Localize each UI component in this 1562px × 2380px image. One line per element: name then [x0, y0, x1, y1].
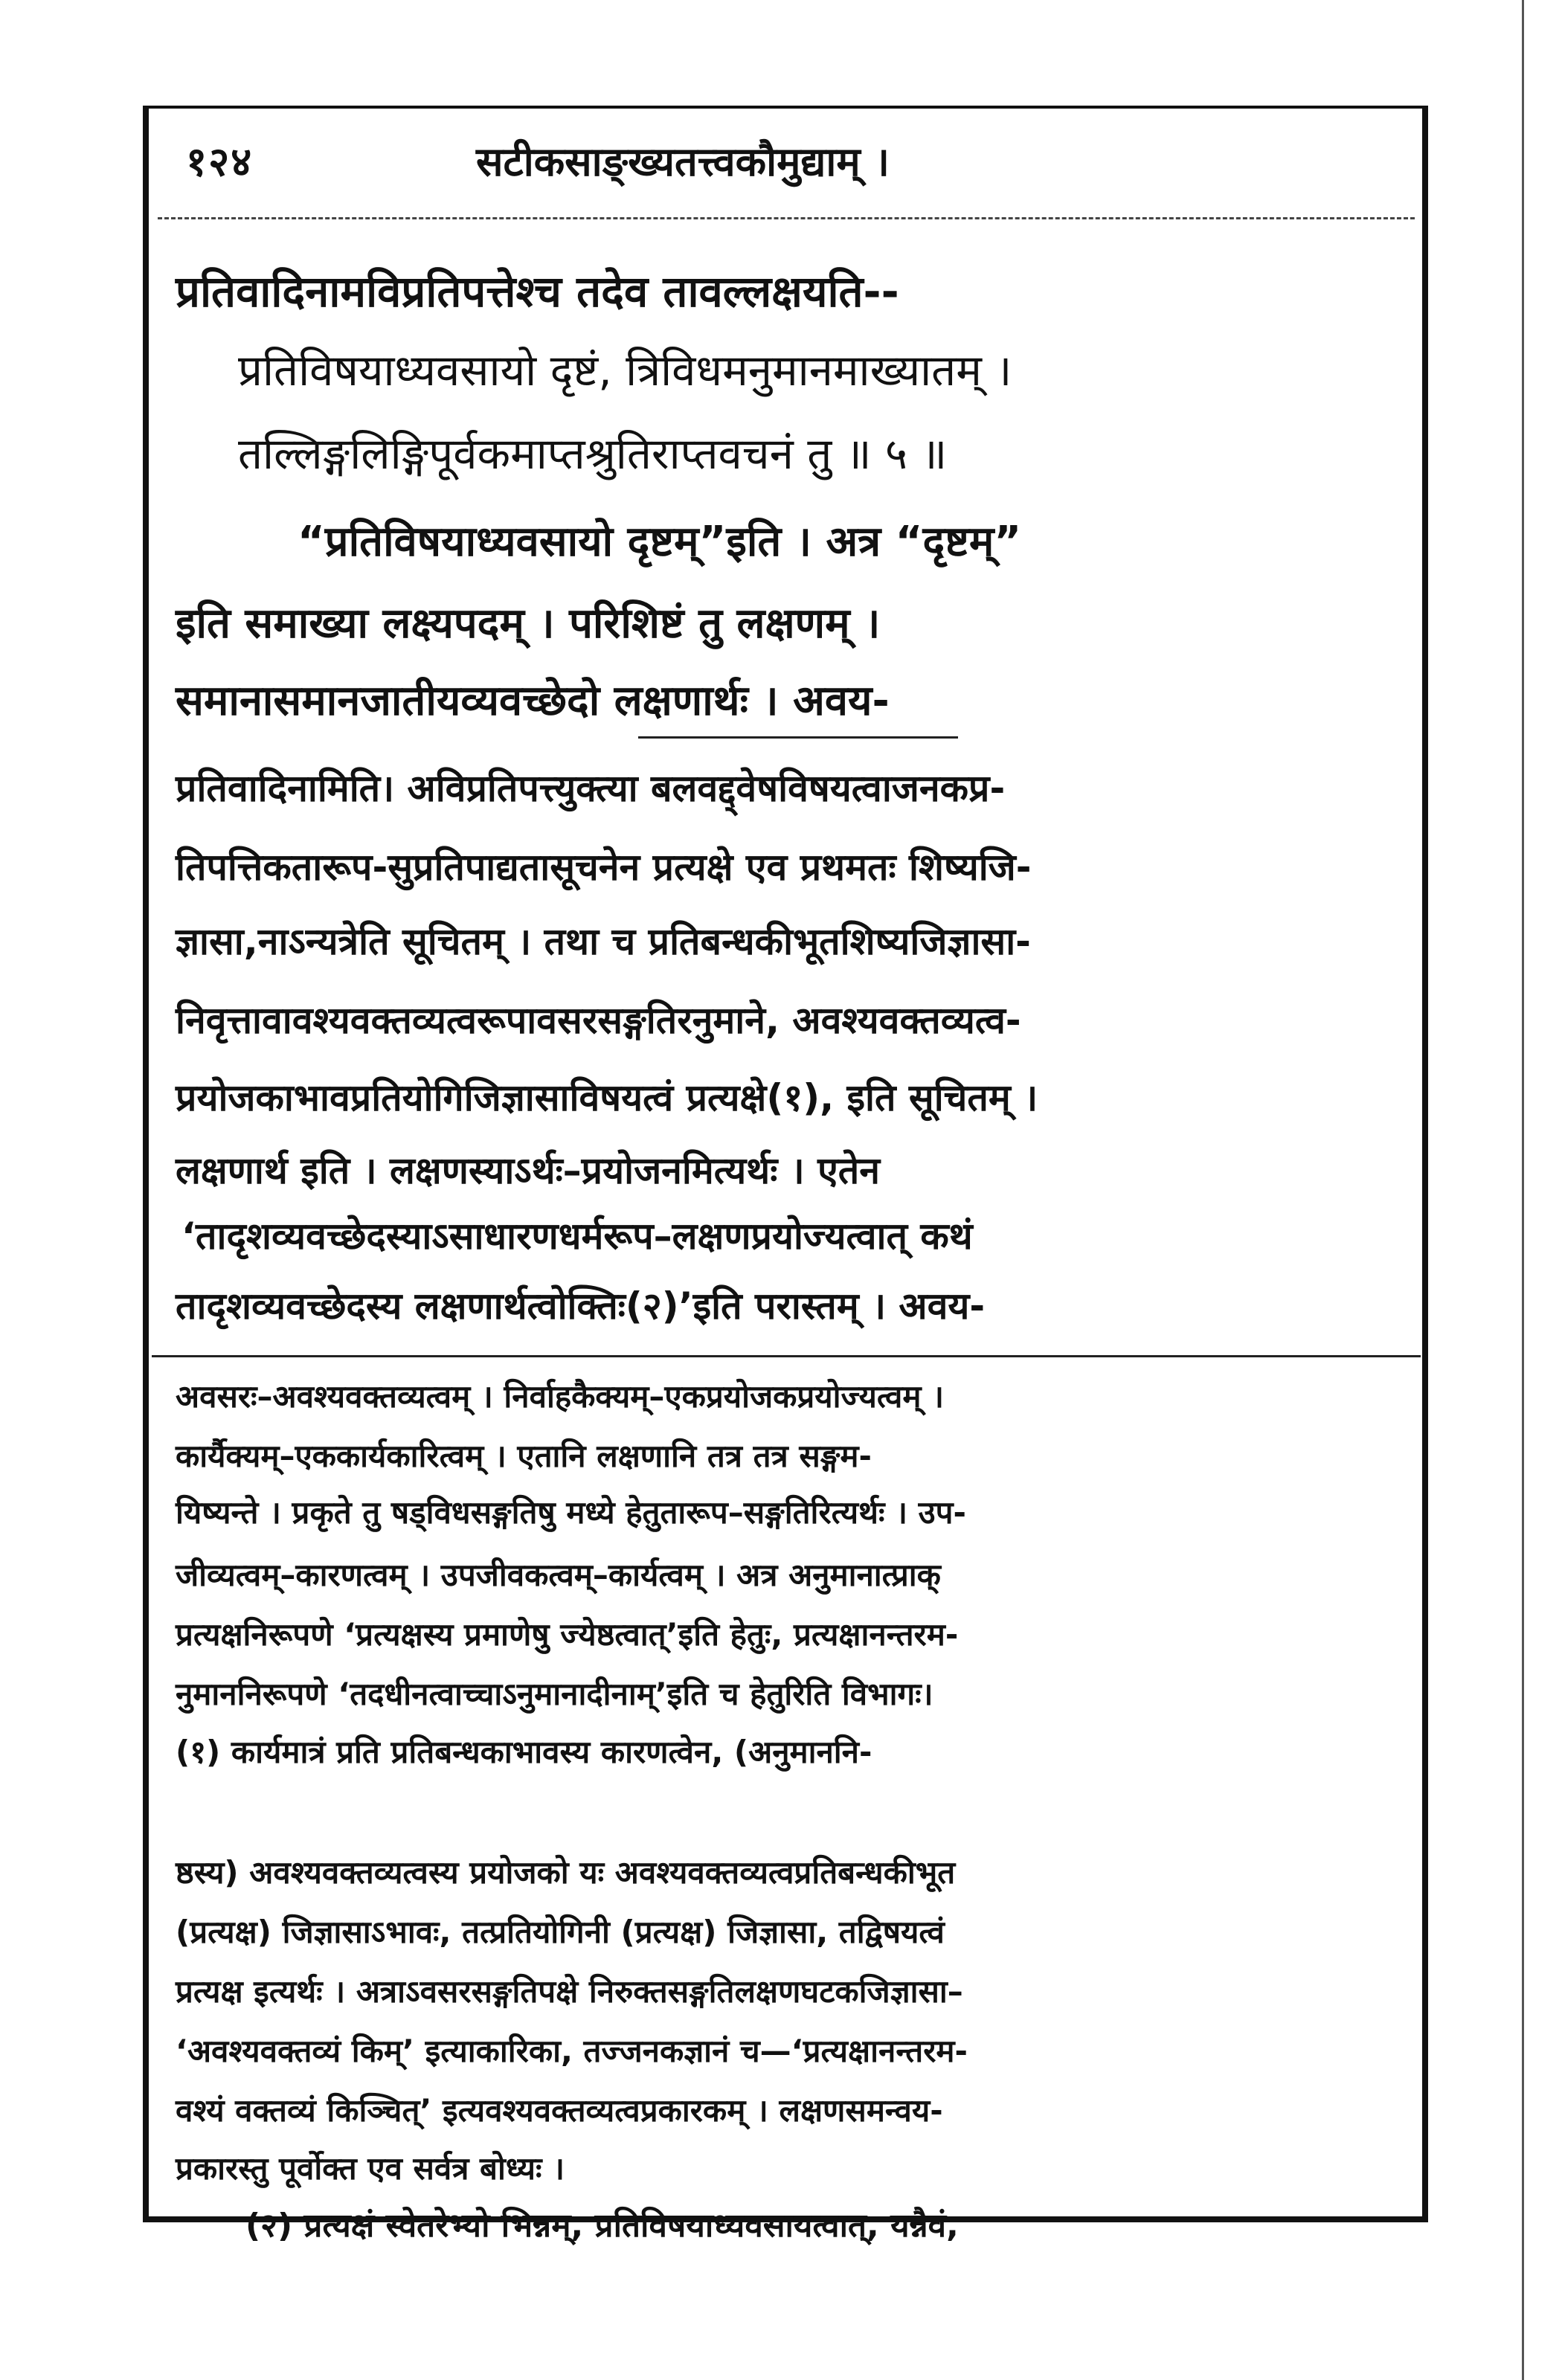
- karika-line-2: तल्लिङ्गलिङ्गिपूर्वकमाप्तश्रुतिराप्तवचनं तु ॥ ५ ॥: [238, 428, 948, 479]
- commentary-line-4: निवृत्तावावश्यवक्तव्यत्वरूपावसरसङ्गतिरनुमाने, अवश्यवक्तव्यत्व-: [176, 999, 1021, 1042]
- commentary-line-7: ‘तादृशव्यवच्छेदस्याऽसाधारणधर्मरूप–लक्षणप्रयोज्यत्वात् कथं: [181, 1215, 973, 1258]
- footnote-line-12: वश्यं वक्तव्यं किञ्चित्’ इत्यवश्यवक्तव्यत्वप्रकारकम् । लक्षणसमन्वय-: [176, 2092, 943, 2129]
- footnote-divider: [152, 1355, 1421, 1357]
- tattva-line-2: इति समाख्या लक्ष्यपदम् । परिशिष्टं तु लक्षणम् ।: [176, 599, 881, 648]
- footnote-line-5: प्रत्यक्षनिरूपणे ‘प्रत्यक्षस्य प्रमाणेषु ज्येष्ठत्वात्’इति हेतुः, प्रत्यक्षानन्तरम-: [176, 1616, 959, 1653]
- footnote-line-4: जीव्यत्वम्–कारणत्वम् । उपजीवकत्वम्–कार्यत्वम् । अत्र अनुमानात्प्राक्: [176, 1557, 941, 1593]
- footnote-line-1: अवसरः–अवश्यवक्तव्यत्वम् । निर्वाहकैक्यम्–एकप्रयोजकप्रयोज्यत्वम् ।: [176, 1378, 945, 1415]
- tattva-line-3: समानासमानजातीयव्यवच्छेदो लक्षणार्थः । अवय-: [176, 677, 890, 725]
- footnote-line-7: (१) कार्यमात्रं प्रति प्रतिबन्धकाभावस्य कारणत्वेन, (अनुमाननि-: [176, 1734, 872, 1770]
- footnote-line-6: नुमाननिरूपणे ‘तदधीनत्वाच्चाऽनुमानादीनाम्’इति च हेतुरिति विभागः।: [176, 1676, 933, 1712]
- footnote-line-13: प्रकारस्तु पूर्वोक्त एव सर्वत्र बोध्यः ।: [176, 2150, 565, 2187]
- commentary-line-2: तिपत्तिकतारूप-सुप्रतिपाद्यतासूचनेन प्रत्यक्षे एव प्रथमतः शिष्यजि-: [176, 846, 1032, 889]
- tattva-line-1: “प्रतिविषयाध्यवसायो दृष्टम्”इति । अत्र “दृष्टम्”: [298, 518, 1022, 566]
- footnote-line-9: (प्रत्यक्ष) जिज्ञासाऽभावः, तत्प्रतियोगिनी (प्रत्यक्ष) जिज्ञासा, तद्विषयत्वं: [176, 1914, 945, 1950]
- scan-edge-line: [1522, 0, 1524, 2380]
- footnote-line-14: (२) प्रत्यक्षं स्वेतरेभ्यो भिन्नम्, प्रतिविषयाध्यवसायत्वात्, यन्नैवं,: [245, 2207, 959, 2245]
- header-divider: [158, 217, 1415, 219]
- footnote-line-2: कार्यैक्यम्–एककार्यकारित्वम् । एतानि लक्षणानि तत्र तत्र सङ्गम-: [176, 1438, 872, 1474]
- intro-line: प्रतिवादिनामविप्रतिपत्तेश्च तदेव तावल्लक्षयति--: [176, 266, 899, 317]
- running-title: सटीकसाङ्ख्यतत्त्वकौमुद्याम् ।: [476, 138, 890, 185]
- commentary-line-8: तादृशव्यवच्छेदस्य लक्षणार्थत्वोक्तिः(२)’इति परास्तम् । अवय-: [176, 1284, 986, 1328]
- commentary-line-3: ज्ञासा,नाऽन्यत्रेति सूचितम् । तथा च प्रतिबन्धकीभूतशिष्यजिज्ञासा-: [176, 920, 1031, 963]
- commentary-line-5: प्रयोजकाभावप्रतियोगिजिज्ञासाविषयत्वं प्रत्यक्षे(१), इति सूचितम् ।: [176, 1076, 1038, 1119]
- page-number: १२४: [186, 138, 254, 185]
- section-divider: [638, 736, 958, 739]
- footnote-line-8: ष्ठस्य) अवश्यवक्तव्यत्वस्य प्रयोजको यः अवश्यवक्तव्यत्वप्रतिबन्धकीभूत: [176, 1854, 956, 1891]
- footnote-line-11: ‘अवश्यवक्तव्यं किम्’ इत्याकारिका, तज्जनकज्ञानं च—‘प्रत्यक्षानन्तरम-: [176, 2033, 968, 2069]
- footnote-line-10: प्रत्यक्ष इत्यर्थः । अत्राऽवसरसङ्गतिपक्षे निरुक्तसङ्गतिलक्षणघटकजिज्ञासा–: [176, 1973, 963, 2010]
- karika-line-1: प्रतिविषयाध्यवसायो दृष्टं, त्रिविधमनुमानमाख्यातम् ।: [238, 345, 1012, 396]
- commentary-line-1: प्रतिवादिनामिति। अविप्रतिपत्त्युक्त्या बलवद्द्वेषविषयत्वाजनकप्र-: [176, 767, 1006, 810]
- footnote-line-3: यिष्यन्ते । प्रकृते तु षड्विधसङ्गतिषु मध्ये हेतुतारूप–सङ्गतिरित्यर्थः । उप-: [176, 1494, 966, 1531]
- commentary-line-6: लक्षणार्थ इति । लक्षणस्याऽर्थः–प्रयोजनमित्यर्थः । एतेन: [176, 1149, 880, 1192]
